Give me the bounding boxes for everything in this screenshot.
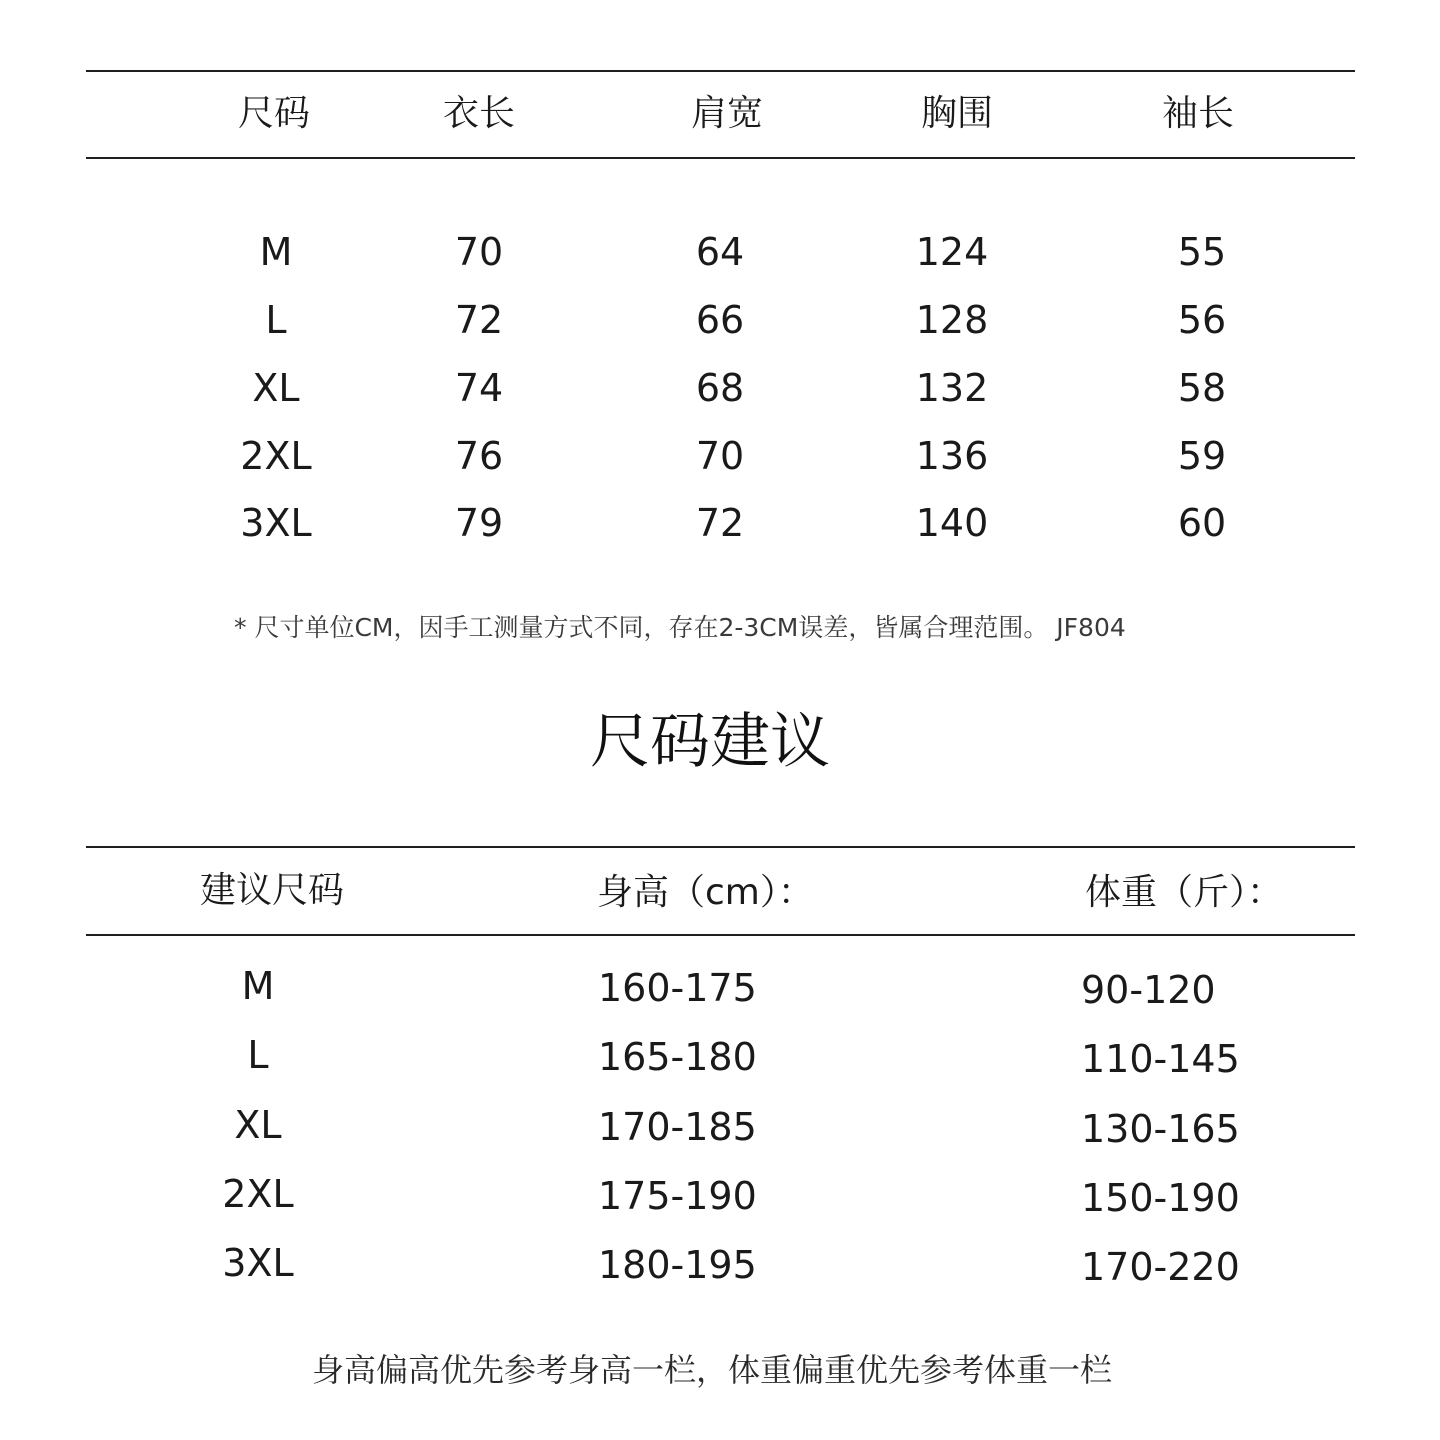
recommend-top-rule — [86, 846, 1355, 848]
length-cell: 76 — [454, 434, 504, 478]
weight-range-cell: 110-145 — [1081, 1037, 1240, 1081]
size-cell: M — [259, 230, 293, 274]
sleeve-cell: 59 — [1177, 434, 1227, 478]
recommend-size-cell: 3XL — [222, 1241, 294, 1285]
chest-cell: 140 — [915, 501, 989, 545]
height-range-cell: 165-180 — [598, 1035, 757, 1079]
header-size: 尺码 — [237, 93, 311, 134]
size-cell: 3XL — [240, 501, 312, 545]
recommend-size-cell: XL — [234, 1103, 282, 1147]
recommend-footer-note: 身高偏高优先参考身高一栏，体重偏重优先参考体重一栏 — [311, 1351, 1113, 1389]
recommend-size-cell: 2XL — [222, 1172, 294, 1216]
shoulder-cell: 70 — [695, 434, 745, 478]
height-range-cell: 180-195 — [598, 1243, 757, 1287]
header-height: 身高（cm）： — [597, 872, 814, 913]
header-recommended-size: 建议尺码 — [200, 870, 345, 911]
sleeve-cell: 58 — [1177, 366, 1227, 410]
shoulder-cell: 66 — [695, 298, 745, 342]
chest-cell: 128 — [915, 298, 989, 342]
size-cell: L — [265, 298, 287, 342]
shoulder-cell: 64 — [695, 230, 745, 274]
header-weight: 体重（斤）： — [1085, 872, 1284, 913]
length-cell: 74 — [454, 366, 504, 410]
height-range-cell: 175-190 — [598, 1174, 757, 1218]
recommend-size-cell: M — [241, 964, 275, 1008]
header-shoulder: 肩宽 — [690, 93, 764, 134]
height-range-cell: 160-175 — [598, 966, 757, 1010]
length-cell: 79 — [454, 501, 504, 545]
header-chest: 胸围 — [920, 93, 994, 134]
weight-range-cell: 130-165 — [1081, 1107, 1240, 1151]
size-cell: 2XL — [240, 434, 312, 478]
sleeve-cell: 60 — [1177, 501, 1227, 545]
size-cell: XL — [252, 366, 300, 410]
sleeve-cell: 55 — [1177, 230, 1227, 274]
size-table-top-rule — [86, 70, 1355, 72]
weight-range-cell: 90-120 — [1081, 968, 1216, 1012]
size-table-header-rule — [86, 157, 1355, 159]
length-cell: 72 — [454, 298, 504, 342]
recommend-header-rule — [86, 934, 1355, 936]
chest-cell: 136 — [915, 434, 989, 478]
recommend-size-cell: L — [247, 1033, 269, 1077]
height-range-cell: 170-185 — [598, 1105, 757, 1149]
weight-range-cell: 150-190 — [1081, 1176, 1240, 1220]
header-length: 衣长 — [442, 93, 516, 134]
sleeve-cell: 56 — [1177, 298, 1227, 342]
header-sleeve: 袖长 — [1161, 93, 1235, 134]
shoulder-cell: 72 — [695, 501, 745, 545]
chest-cell: 124 — [915, 230, 989, 274]
weight-range-cell: 170-220 — [1081, 1245, 1240, 1289]
length-cell: 70 — [454, 230, 504, 274]
recommend-title: 尺码建议 — [590, 707, 830, 777]
measurement-note: * 尺寸单位CM，因手工测量方式不同，存在2-3CM误差，皆属合理范围。 JF804 — [234, 613, 1126, 642]
shoulder-cell: 68 — [695, 366, 745, 410]
chest-cell: 132 — [915, 366, 989, 410]
